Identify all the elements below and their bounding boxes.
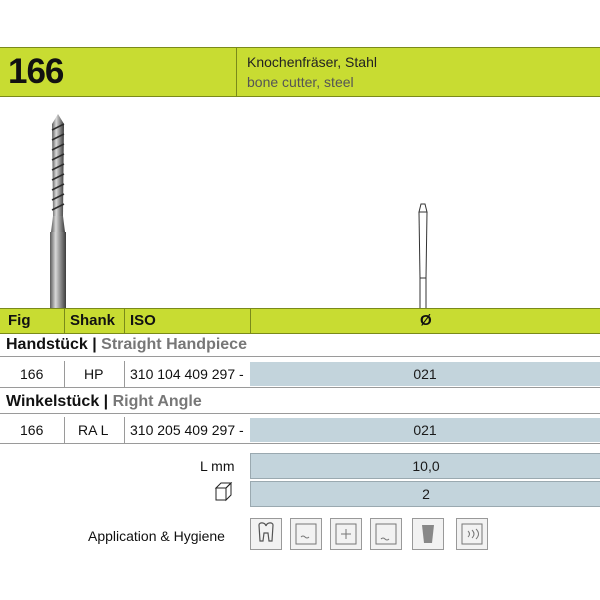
- section-title: Handstück | Straight Handpiece: [6, 336, 247, 353]
- column-header: [0, 308, 600, 334]
- ultrasonic-icon: [456, 518, 488, 550]
- cell-shank: RA L: [78, 422, 109, 438]
- autoclave-icon: [370, 518, 402, 550]
- length-value-cell: 10,0: [250, 453, 600, 479]
- application-hygiene-label: Application & Hygiene: [88, 528, 225, 544]
- cell-iso: 310 104 409 297 -: [130, 366, 244, 382]
- cell-iso: 310 205 409 297 -: [130, 422, 244, 438]
- col-fig: Fig: [8, 312, 31, 329]
- divider: [124, 417, 125, 443]
- product-number: 166: [8, 52, 64, 91]
- cell-fig: 166: [20, 422, 44, 438]
- section-title: Winkelstück | Right Angle: [6, 393, 202, 410]
- divider: [64, 361, 65, 387]
- title-english: bone cutter, steel: [247, 74, 354, 90]
- col-diameter: Ø: [420, 312, 432, 329]
- length-label: L mm: [200, 458, 235, 474]
- divider: [64, 417, 65, 443]
- divider: [64, 309, 65, 333]
- chemical-icon: [412, 518, 444, 550]
- bone-tooth-icon: [250, 518, 282, 550]
- divider: [236, 48, 237, 96]
- thermo-disinfector-icon: [290, 518, 322, 550]
- title-german: Knochenfräser, Stahl: [247, 54, 377, 70]
- col-shank: Shank: [70, 312, 116, 329]
- col-iso: ISO: [130, 312, 156, 329]
- sterilizer-icon: [330, 518, 362, 550]
- cell-diameter: 021: [250, 362, 600, 386]
- table-row: [0, 417, 600, 444]
- divider: [250, 309, 251, 333]
- bur-line-drawing: [408, 200, 438, 308]
- bur-photo: [40, 112, 76, 308]
- package-icon: [214, 482, 234, 502]
- divider: [124, 361, 125, 387]
- table-row: [0, 361, 600, 388]
- title-band: [0, 47, 600, 97]
- divider: [124, 309, 125, 333]
- section-handpiece: [0, 334, 600, 357]
- cell-diameter: 021: [250, 418, 600, 442]
- cell-shank: HP: [84, 366, 104, 382]
- section-right-angle: [0, 391, 600, 414]
- pack-value-cell: 2: [250, 481, 600, 507]
- cell-fig: 166: [20, 366, 44, 382]
